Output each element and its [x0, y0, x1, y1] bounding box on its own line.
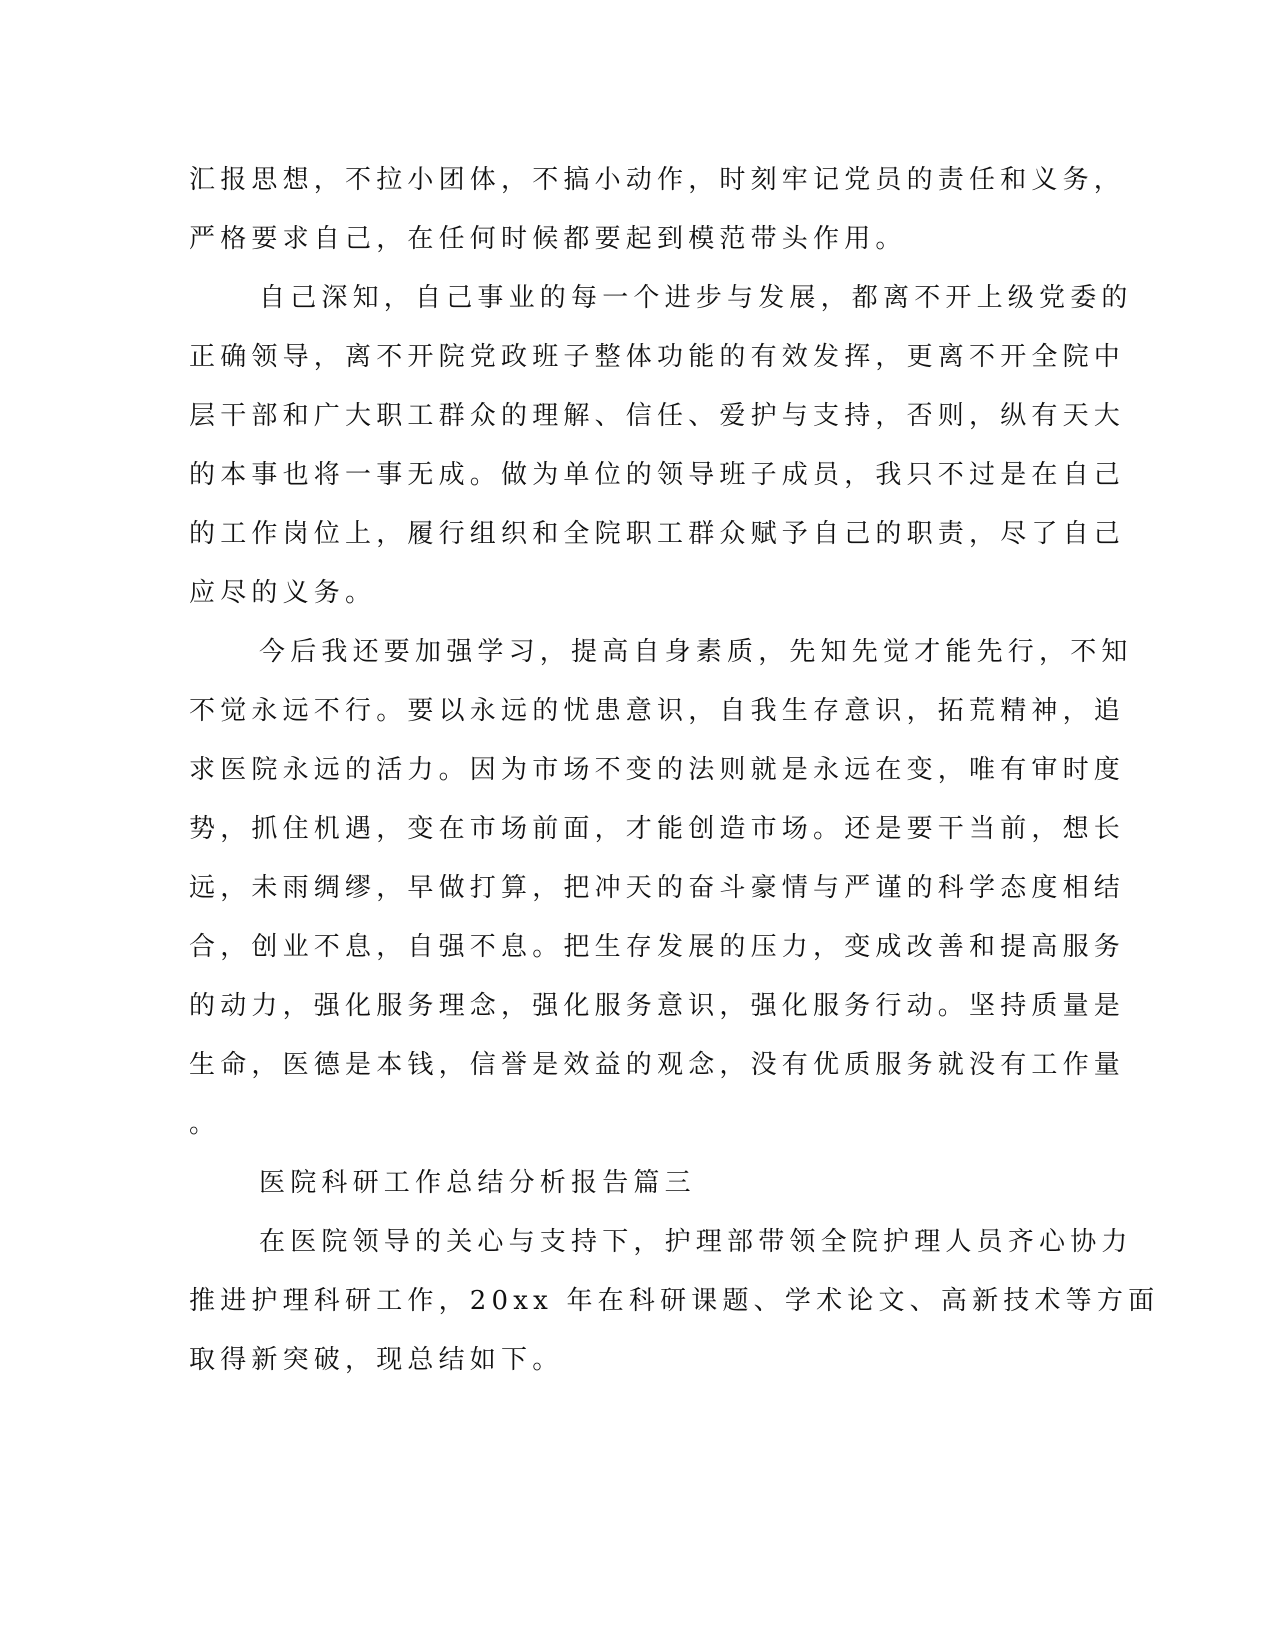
text-line-16: 生命，医德是本钱，信誉是效益的观念，没有优质服务就没有工作量	[189, 1050, 1126, 1080]
text-line-3: 自己深知，自己事业的每一个进步与发展，都离不开上级党委的	[259, 283, 1133, 313]
text-line-17: 。	[189, 1109, 221, 1139]
text-line-19: 在医院领导的关心与支持下，护理部带领全院护理人员齐心协力	[259, 1227, 1133, 1257]
text-line-12: 势，抓住机遇，变在市场前面，才能创造市场。还是要干当前，想长	[189, 814, 1126, 844]
text-line-5: 层干部和广大职工群众的理解、信任、爱护与支持，否则，纵有天大	[189, 401, 1126, 431]
text-line-21: 取得新突破，现总结如下。	[189, 1345, 564, 1375]
text-line-20: 推进护理科研工作，20xx 年在科研课题、学术论文、高新技术等方面	[189, 1286, 1160, 1316]
text-line-6: 的本事也将一事无成。做为单位的领导班子成员，我只不过是在自己	[189, 460, 1126, 490]
text-line-2: 严格要求自己，在任何时候都要起到模范带头作用。	[189, 224, 907, 254]
text-line-11: 求医院永远的活力。因为市场不变的法则就是永远在变，唯有审时度	[189, 755, 1126, 785]
text-line-8: 应尽的义务。	[189, 578, 377, 608]
text-line-10: 不觉永远不行。要以永远的忧患意识，自我生存意识，拓荒精神，追	[189, 696, 1126, 726]
text-line-4: 正确领导，离不开院党政班子整体功能的有效发挥，更离不开全院中	[189, 342, 1126, 372]
text-line-13: 远，未雨绸缪，早做打算，把冲天的奋斗豪情与严谨的科学态度相结	[189, 873, 1126, 903]
text-line-7: 的工作岗位上，履行组织和全院职工群众赋予自己的职责，尽了自己	[189, 519, 1126, 549]
text-line-15: 的动力，强化服务理念，强化服务意识，强化服务行动。坚持质量是	[189, 991, 1126, 1021]
text-line-14: 合，创业不息，自强不息。把生存发展的压力，变成改善和提高服务	[189, 932, 1126, 962]
text-line-1: 汇报思想，不拉小团体，不搞小动作，时刻牢记党员的责任和义务，	[189, 165, 1126, 195]
text-line-9: 今后我还要加强学习，提高自身素质，先知先觉才能先行，不知	[259, 637, 1133, 667]
section-heading: 医院科研工作总结分析报告篇三	[259, 1168, 696, 1198]
